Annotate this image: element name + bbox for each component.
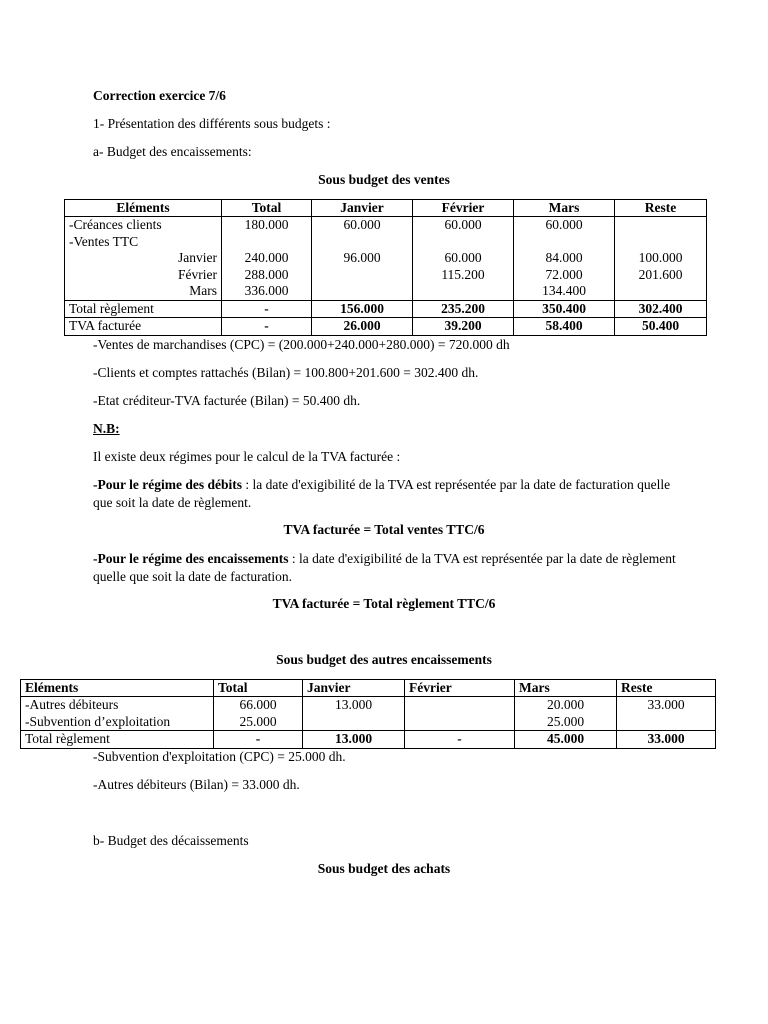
regime-debits-text: : la date d'exigibilité de la TVA est représentée par la date de facturation quelle que soit la date de règlement. — [93, 477, 671, 510]
table-cell — [615, 234, 707, 251]
table2-title: Sous budget des autres encaissements — [276, 652, 492, 667]
header-cell: Mars — [515, 680, 617, 697]
table-cell: 336.000 — [222, 283, 312, 300]
table-cell: 350.400 — [514, 300, 615, 318]
table-cell — [405, 697, 515, 714]
nb-label: N.B: — [93, 421, 120, 436]
table-cell: -Créances clients — [65, 217, 222, 234]
table-cell: 288.000 — [222, 267, 312, 284]
table-cell — [303, 714, 405, 731]
table-cell — [405, 714, 515, 731]
table-row — [65, 234, 707, 251]
table-cell: 240.000 — [222, 250, 312, 267]
table-cell: Janvier — [65, 250, 222, 267]
table-cell: 13.000 — [303, 697, 405, 714]
table-cell: 201.600 — [615, 267, 707, 284]
table-cell — [615, 217, 707, 234]
table-cell: TVA facturée — [65, 318, 222, 336]
table-cell: -Ventes TTC — [65, 234, 222, 251]
tva-row — [65, 318, 707, 336]
table-cell: 302.400 — [615, 300, 707, 318]
regime-encaissements-text: : la date d'exigibilité de la TVA est représentée par la date de règlement quelle que soit la date de facturation. — [93, 551, 676, 584]
table-cell — [222, 234, 312, 251]
table-cell: 60.000 — [514, 217, 615, 234]
other-receipts-table — [20, 679, 716, 749]
table-cell: 180.000 — [222, 217, 312, 234]
table-cell: Total règlement — [21, 731, 214, 749]
table-cell — [615, 283, 707, 300]
table-row — [65, 283, 707, 300]
header-cell: Mars — [514, 200, 615, 217]
formula-2: TVA facturée = Total règlement TTC/6 — [272, 596, 496, 611]
header-cell: Février — [405, 680, 515, 697]
header-cell: Janvier — [312, 200, 413, 217]
intro-line: 1- Présentation des différents sous budgets : — [93, 116, 331, 131]
section-b-heading: b- Budget des décaissements — [93, 833, 249, 848]
header-cell: Reste — [617, 680, 716, 697]
table-cell: 134.400 — [514, 283, 615, 300]
sales-budget-table — [64, 199, 707, 336]
nb-text: Il existe deux régimes pour le calcul de la TVA facturée : — [93, 449, 401, 464]
table-cell — [312, 267, 413, 284]
table-cell: 58.400 — [514, 318, 615, 336]
table-cell: - — [214, 731, 303, 749]
table-header-row — [21, 680, 716, 697]
table-cell: 156.000 — [312, 300, 413, 318]
table-cell — [617, 714, 716, 731]
note-line: -Autres débiteurs (Bilan) = 33.000 dh. — [93, 777, 300, 792]
table-cell: Février — [65, 267, 222, 284]
note-line: -Etat créditeur-TVA facturée (Bilan) = 50.400 dh. — [93, 393, 361, 408]
table-cell: 25.000 — [214, 714, 303, 731]
table-cell: 115.200 — [413, 267, 514, 284]
regime-debits-paragraph — [93, 476, 683, 512]
table-cell: 100.000 — [615, 250, 707, 267]
table-cell: 66.000 — [214, 697, 303, 714]
page-title: Correction exercice 7/6 — [93, 88, 226, 103]
header-cell: Reste — [615, 200, 707, 217]
table-cell: 33.000 — [617, 731, 716, 749]
table-cell — [413, 283, 514, 300]
table-row — [65, 217, 707, 234]
achats-title: Sous budget des achats — [317, 861, 451, 876]
table-cell — [312, 234, 413, 251]
table-header-row — [65, 200, 707, 217]
table-cell: 26.000 — [312, 318, 413, 336]
table-row — [21, 697, 716, 714]
header-cell: Total — [222, 200, 312, 217]
header-cell: Eléments — [65, 200, 222, 217]
total-row — [21, 731, 716, 749]
table-cell: 25.000 — [515, 714, 617, 731]
header-cell: Total — [214, 680, 303, 697]
table-cell: -Subvention d’exploitation — [21, 714, 214, 731]
formula-1: TVA facturée = Total ventes TTC/6 — [283, 522, 485, 537]
table-cell: 84.000 — [514, 250, 615, 267]
regime-encaissements-paragraph — [93, 550, 683, 586]
table-cell: 96.000 — [312, 250, 413, 267]
table-cell — [514, 234, 615, 251]
regime-debits-label: -Pour le régime des débits — [93, 477, 242, 492]
total-row — [65, 300, 707, 318]
table-cell: Mars — [65, 283, 222, 300]
table1-title: Sous budget des ventes — [318, 172, 450, 187]
table-cell: 45.000 — [515, 731, 617, 749]
header-cell: Février — [413, 200, 514, 217]
table-cell: 39.200 — [413, 318, 514, 336]
table-cell: - — [222, 300, 312, 318]
table-cell: 50.400 — [615, 318, 707, 336]
note-line: -Ventes de marchandises (CPC) = (200.000+240.000+280.000) = 720.000 dh — [93, 337, 510, 352]
table-cell: - — [405, 731, 515, 749]
header-cell: Eléments — [21, 680, 214, 697]
table-cell: 60.000 — [312, 217, 413, 234]
table-cell: 60.000 — [413, 250, 514, 267]
table-cell: 13.000 — [303, 731, 405, 749]
table-cell: -Autres débiteurs — [21, 697, 214, 714]
note-line: -Clients et comptes rattachés (Bilan) = 100.800+201.600 = 302.400 dh. — [93, 365, 479, 380]
table-cell — [413, 234, 514, 251]
table-row — [65, 250, 707, 267]
table-cell — [312, 283, 413, 300]
note-line: -Subvention d'exploitation (CPC) = 25.000 dh. — [93, 749, 346, 764]
section-a-heading: a- Budget des encaissements: — [93, 144, 252, 159]
header-cell: Janvier — [303, 680, 405, 697]
table-cell: Total règlement — [65, 300, 222, 318]
regime-encaissements-label: -Pour le régime des encaissements — [93, 551, 289, 566]
table-cell: - — [222, 318, 312, 336]
table-cell: 72.000 — [514, 267, 615, 284]
table-cell: 60.000 — [413, 217, 514, 234]
table-cell: 235.200 — [413, 300, 514, 318]
table-row — [21, 714, 716, 731]
table-row — [65, 267, 707, 284]
table-cell: 20.000 — [515, 697, 617, 714]
table-cell: 33.000 — [617, 697, 716, 714]
